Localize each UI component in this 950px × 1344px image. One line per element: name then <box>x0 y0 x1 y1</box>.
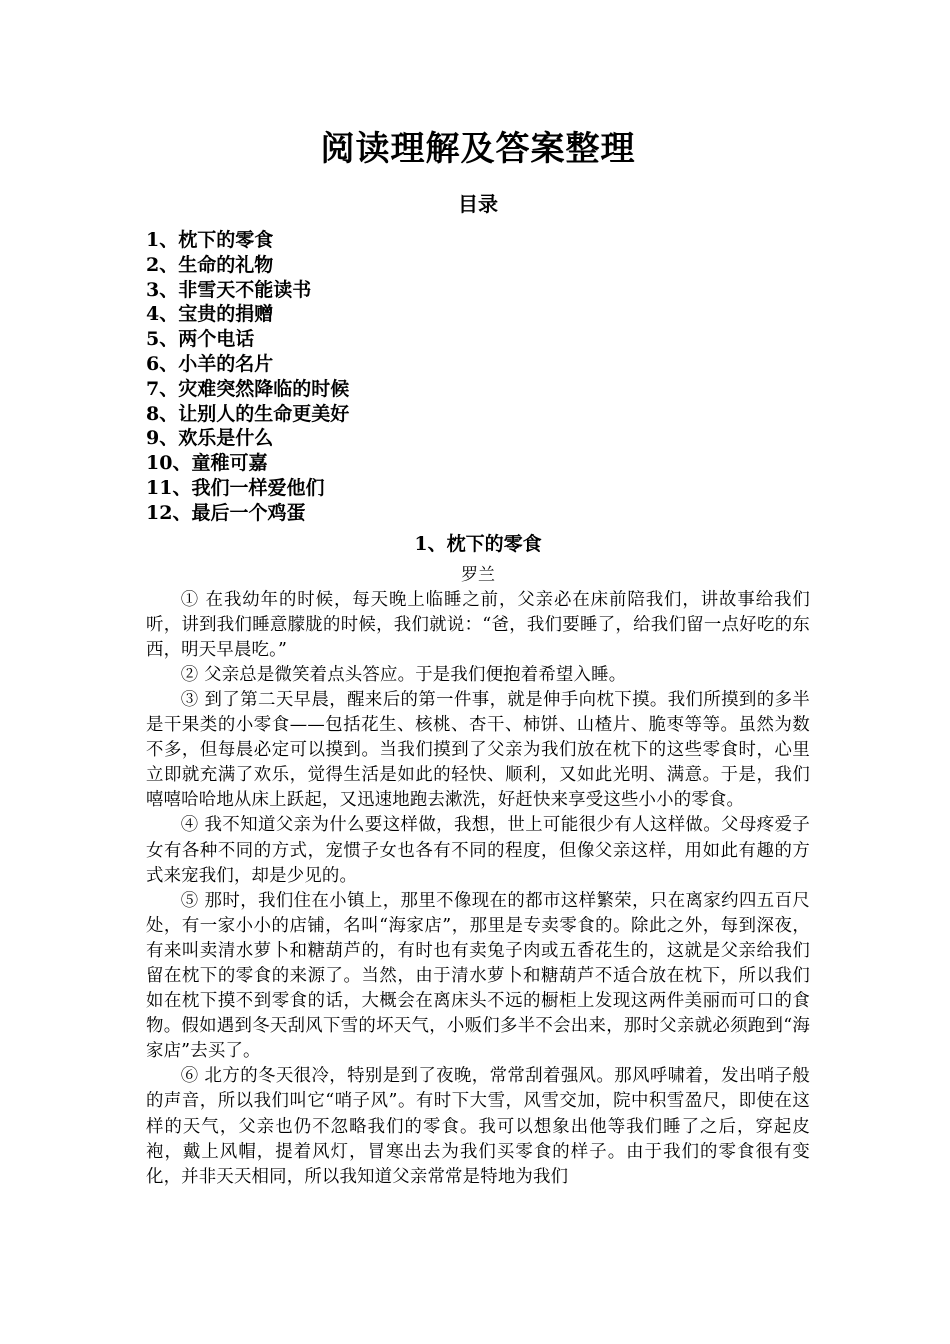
paragraph-2: ② 父亲总是微笑着点头答应。于是我们便抱着希望入睡。 <box>180 664 627 685</box>
paragraph-3: ③ 到了第二天早晨，醒来后的第一件事，就是伸手向枕下摸。我们所摸到的多半是干果类的小零食——包括花生、核桃、杏干、柿饼、山楂片、脆枣等等。虽然为数不多，但每晨必定可以摸到。当我们摸到了父亲为我们放在枕下的这些零食时，心里立即就充满了欢乐，觉得生活是如此的轻快、顺利，又如此光明、满意。于是，我们嘻嘻哈哈地从床上跃起，又迅速地跑去漱洗，好赶快来享受这些小小的零食。 <box>146 689 810 811</box>
paragraph-6: ⑥ 北方的冬天很冷，特别是到了夜晚，常常刮着强风。那风呼啸着，发出哨子般的声音，所以我们叫它“哨子风”。有时下大雪，风雪交加，院中积雪盈尺，即使在这样的天气，父亲也仍不忽略我们的零食。我可以想象出他等我们睡了之后，穿起皮袍，戴上风帽，提着风灯，冒寒出去为我们买零食的样子。由于我们的零食很有变化，并非天天相同，所以我知道父亲常常是特地为我们 <box>146 1066 810 1187</box>
paragraph-1: ① 在我幼年的时候，每天晚上临睡之前，父亲必在床前陪我们，讲故事给我们听，讲到我们睡意朦胧的时候，我们就说：“爸，我们要睡了，给我们留一点好吃的东西，明天早晨吃。” <box>146 589 810 660</box>
toc-item-2: 2、生命的礼物 <box>146 253 274 276</box>
toc-item-9: 9、欢乐是什么 <box>146 427 274 450</box>
toc-item-3: 3、非雪天不能读书 <box>146 278 312 301</box>
toc-item-12: 12、最后一个鸡蛋 <box>146 501 306 524</box>
paragraph-5: ⑤ 那时，我们住在小镇上，那里不像现在的都市这样繁荣，只在离家约四五百尺处，有一家小小的店铺，名叫“海家店”，那里是专卖零食的。除此之外，每到深夜，有来叫卖清水萝卜和糖葫芦的，有时也有卖兔子肉或五香花生的，这就是父亲给我们留在枕下的零食的来源了。当然，由于清水萝卜和糖葫芦不适合放在枕下，所以我们如在枕下摸不到零食的话，大概会在离床头不远的橱柜上发现这两件美丽而可口的食物。假如遇到冬天刮风下雪的坏天气，小贩们多半不会出来，那时父亲就必须跑到“海家店”去买了。 <box>146 890 810 1062</box>
article-title: 1、枕下的零食 <box>414 532 542 555</box>
toc-item-1: 1、枕下的零食 <box>146 229 274 251</box>
paragraph-4: ④ 我不知道父亲为什么要这样做，我想，世上可能很少有人这样做。父母疼爱子女有各种不同的方式，宠惯子女也各有不同的程度，但像父亲这样，用如此有趣的方式来宠我们，却是少见的。 <box>146 815 810 886</box>
article-body <box>146 588 810 1190</box>
toc-item-4: 4、宝贵的捐赠 <box>146 303 274 326</box>
toc-item-8: 8、让别人的生命更美好 <box>146 402 350 425</box>
article-author: 罗兰 <box>461 564 495 585</box>
toc-item-10: 10、童稚可嘉 <box>146 452 268 475</box>
document-page <box>146 122 810 1190</box>
toc-item-5: 5、两个电话 <box>146 328 255 351</box>
toc-heading: 目录 <box>458 192 498 216</box>
toc-item-11: 11、我们一样爱他们 <box>146 476 325 499</box>
table-of-contents <box>146 228 810 526</box>
toc-item-6: 6、小羊的名片 <box>146 352 274 375</box>
document-title: 阅读理解及答案整理 <box>320 129 636 169</box>
toc-item-7: 7、灾难突然降临的时候 <box>146 377 350 400</box>
